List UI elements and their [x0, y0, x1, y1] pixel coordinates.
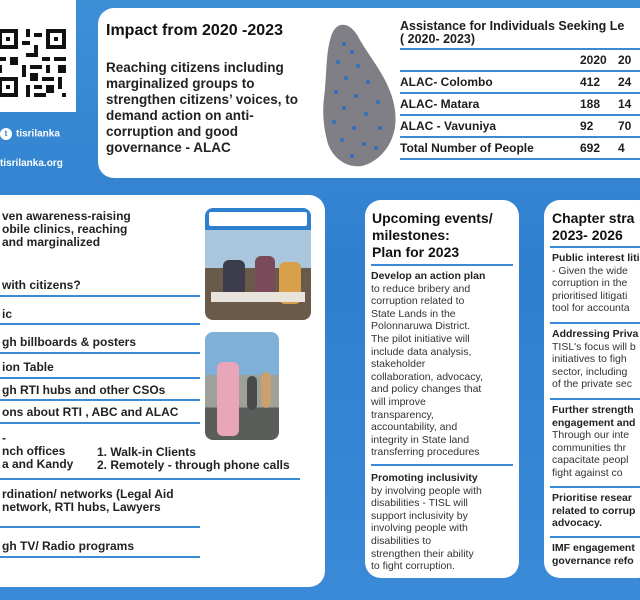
table-row [400, 116, 640, 138]
outreach-panel [0, 195, 325, 587]
block-line: stakeholder [371, 358, 426, 371]
list-item: ion Table [2, 360, 54, 374]
impact-title: Impact from 2020 -2023 [106, 22, 283, 39]
title-line: 2023- 2026 [552, 227, 623, 243]
table-header-row [400, 50, 640, 72]
table-cell: 70 [618, 119, 632, 133]
block-line: TISL's focus will b [552, 340, 636, 353]
block-line: tool for accounta [552, 302, 630, 315]
block-line: disabilities - TISL will [371, 497, 468, 510]
intro-line: and marginalized [2, 235, 101, 249]
table-row-total [400, 138, 640, 160]
block-line: collaboration, advocacy, [371, 370, 483, 383]
list-item: rdination/ networks (Legal Aid [2, 487, 174, 501]
person-figure [261, 372, 271, 408]
qr-code [0, 0, 76, 112]
table-surface [211, 292, 305, 302]
divider [0, 478, 300, 480]
list-item: a and Kandy [2, 457, 74, 471]
block-line: accountability, and [371, 421, 458, 434]
table-cell: 14 [618, 97, 632, 111]
table-header-cell: 2020 [580, 53, 607, 67]
sri-lanka-map [316, 20, 400, 170]
person-figure [217, 362, 239, 436]
divider [0, 526, 200, 528]
chapter-strategy-panel [544, 200, 640, 578]
block-line: corruption related to [371, 295, 465, 308]
upcoming-title [372, 210, 493, 261]
block-line: capacitate peopl [552, 454, 629, 467]
table-header-cell: 20 [618, 53, 632, 67]
question-heading: with citizens? [2, 278, 81, 292]
divider [550, 536, 640, 538]
block-line: to reduce bribery and [371, 282, 471, 295]
table-cell: ALAC- Colombo [400, 75, 493, 89]
block-line: fight against co [552, 466, 623, 479]
block-heading: Develop an action plan [371, 270, 486, 282]
block-heading: Addressing Priva [552, 328, 639, 340]
impact-panel [98, 8, 640, 178]
assistance-table [400, 20, 640, 160]
strategy-block [552, 404, 640, 480]
remote-clients: 2. Remotely - through phone calls [97, 458, 290, 472]
strategy-block [552, 252, 640, 315]
list-item: gh billboards & posters [2, 335, 137, 349]
impact-description: Reaching citizens including marginalized groups to strengthen citizens’ voices, to demand action on anti-corruption and good governance - ALAC [106, 60, 299, 155]
divider [0, 422, 200, 424]
list-item: - [2, 431, 6, 445]
upcoming-panel [365, 200, 519, 578]
divider [371, 264, 513, 266]
assistance-title-line2: ( 2020- 2023) [400, 32, 476, 46]
divider [0, 295, 200, 297]
title-line: Upcoming events/ [372, 210, 493, 226]
list-item: gh RTI hubs and other CSOs [2, 383, 166, 397]
divider [0, 556, 200, 558]
website-link[interactable]: tisrilanka.org [0, 158, 63, 169]
block-line: initiatives to figh [552, 353, 627, 366]
intro-line: obile clinics, reaching [2, 222, 128, 236]
twitter-icon: t [0, 128, 12, 140]
block-heading: Public interest liti [552, 252, 640, 264]
block-line: corruption in the [552, 277, 628, 290]
block-line: include data analysis, [371, 345, 472, 358]
block-line: - Given the wide [552, 264, 628, 277]
block-line: strengthen their ability [371, 547, 474, 560]
list-item: network, RTI hubs, Lawyers [2, 500, 161, 514]
table-row [400, 94, 640, 116]
chapter-title [552, 210, 634, 244]
block-heading: Promoting inclusivity [371, 472, 478, 484]
title-line: Plan for 2023 [372, 244, 460, 260]
table-cell: 188 [580, 97, 601, 111]
divider [550, 486, 640, 488]
block-line: transparency, [371, 408, 434, 421]
block-heading: governance refo [552, 554, 634, 567]
outreach-photo [205, 332, 279, 440]
strategy-block [552, 542, 640, 567]
divider [550, 322, 640, 324]
divider [371, 464, 513, 466]
block-line: Through our inte [552, 429, 630, 442]
divider [0, 323, 200, 325]
block-line: sector, including [552, 365, 628, 378]
block-line: integrity in State land [371, 433, 470, 446]
person-figure [247, 376, 257, 410]
table-cell: 692 [580, 141, 601, 155]
block-line: support inclusivity by [371, 509, 468, 522]
list-item: gh TV/ Radio programs [2, 539, 135, 553]
block-line: by involving people with [371, 484, 482, 497]
title-line: Chapter stra [552, 210, 635, 226]
inclusivity-block [371, 472, 511, 573]
intro-line: ven awareness-raising [2, 209, 131, 223]
qr-code-icon [0, 22, 70, 104]
block-heading: Further strength [552, 404, 634, 416]
walkin-clients: 1. Walk-in Clients [97, 445, 196, 459]
table-cell: 92 [580, 119, 594, 133]
social-links [0, 128, 63, 187]
block-line: involving people with [371, 522, 468, 535]
list-item: ons about RTI , ABC and ALAC [2, 405, 179, 419]
block-line: disabilities to [371, 534, 432, 547]
strategy-block [552, 492, 640, 530]
strategy-block [552, 328, 640, 391]
table-cell: Total Number of People [400, 141, 534, 155]
divider [550, 398, 640, 400]
legal-clinic-photo [205, 208, 311, 320]
block-line: The pilot initiative will [371, 332, 470, 345]
list-item: nch offices [2, 444, 66, 458]
action-plan-block [371, 270, 511, 459]
block-line: to fight corruption. [371, 560, 456, 573]
block-heading: IMF engagement [552, 542, 635, 554]
table-cell: 412 [580, 75, 601, 89]
list-item: ic [2, 307, 13, 321]
divider [0, 399, 200, 401]
photo-banner [209, 212, 307, 226]
block-heading: Prioritise resear [552, 492, 632, 504]
block-heading: advocacy. [552, 517, 603, 530]
divider [550, 246, 640, 248]
block-heading: related to corrup [552, 504, 636, 517]
block-line: transferring procedures [371, 446, 480, 459]
block-line: and policy changes that [371, 383, 482, 396]
block-line: of the private sec [552, 378, 632, 391]
assistance-table-title [400, 20, 640, 50]
table-cell: ALAC - Vavuniya [400, 119, 497, 133]
divider [0, 352, 200, 354]
block-line: Polonnaruwa District. [371, 320, 471, 333]
table-cell: 4 [618, 141, 625, 155]
block-line: State Lands in the [371, 307, 456, 320]
assistance-title-line1: Assistance for Individuals Seeking Le [400, 19, 625, 33]
divider [0, 377, 200, 379]
table-cell: ALAC- Matara [400, 97, 480, 111]
block-line: communities thr [552, 441, 627, 454]
twitter-handle[interactable]: tisrilanka [16, 128, 60, 140]
table-row [400, 72, 640, 94]
block-heading: engagement and [552, 416, 636, 429]
block-line: prioritised litigati [552, 289, 628, 302]
block-line: will improve [371, 395, 426, 408]
title-line: milestones: [372, 227, 450, 243]
table-cell: 24 [618, 75, 632, 89]
